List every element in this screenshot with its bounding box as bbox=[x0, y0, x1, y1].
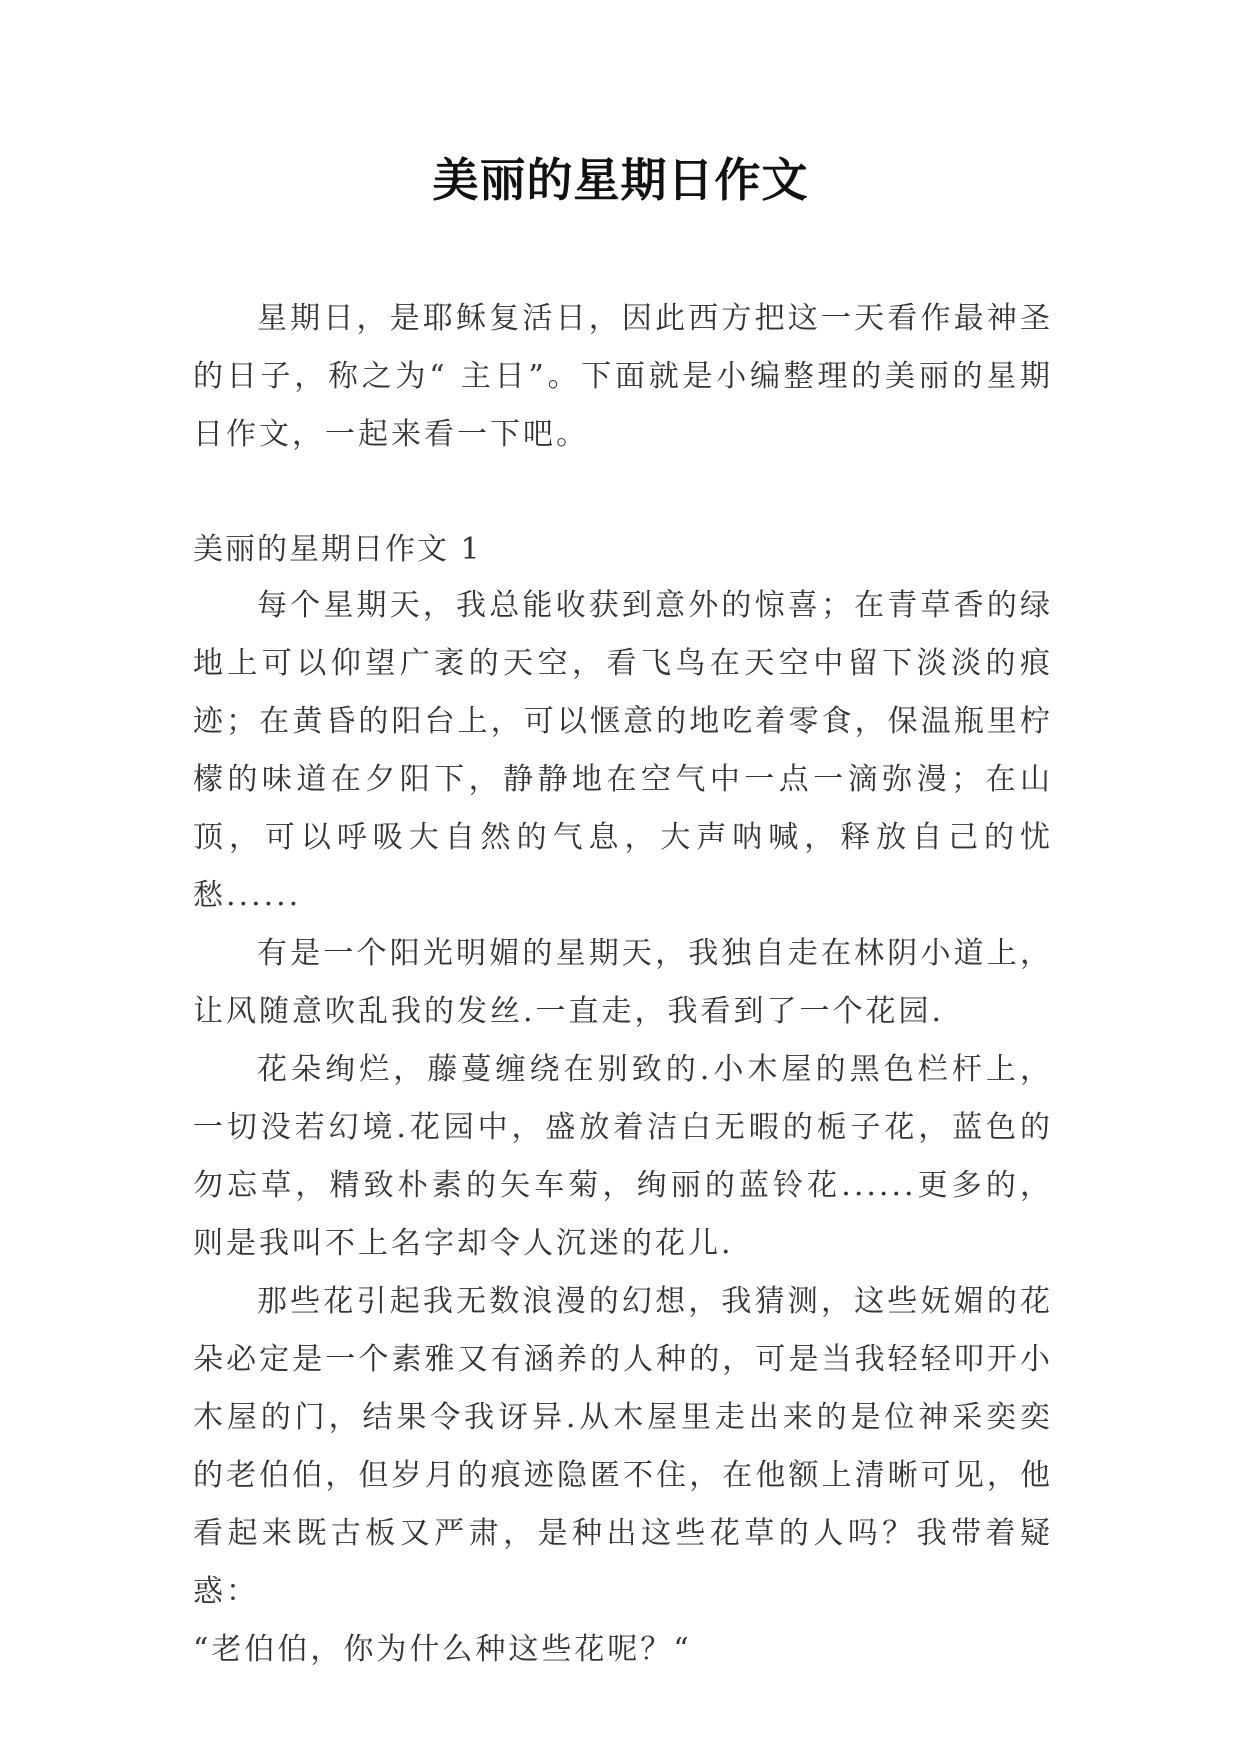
essay-paragraph: 有是一个阳光明媚的星期天，我独自走在林阴小道上，让风随意吹乱我的发丝.一直走，我看到了一个花园. bbox=[193, 936, 1053, 1029]
essay-paragraph: 那些花引起我无数浪漫的幻想，我猜测，这些妩媚的花朵必定是一个素雅又有涵养的人种的，可是当我轻轻叩开小木屋的门，结果令我讶异.从木屋里走出来的是位神采奕奕的老伯伯，但岁月的痕迹隐匿不住，在他额上清晰可见，他看起来既古板又严肃，是种出这些花草的人吗？我带着疑惑： bbox=[193, 1284, 1053, 1609]
essay-paragraph: 每个星期天，我总能收获到意外的惊喜；在青草香的绿地上可以仰望广袤的天空，看飞鸟在天空中留下淡淡的痕迹；在黄昏的阳台上，可以惬意的地吃着零食，保温瓶里柠檬的味道在夕阳下，静静地在空气中一点一滴弥漫；在山顶，可以呼吸大自然的气息，大声呐喊，释放自己的忧愁...... bbox=[193, 588, 1053, 913]
essay-paragraph: 花朵绚烂，藤蔓缠绕在别致的.小木屋的黑色栏杆上，一切没若幻境.花园中，盛放着洁白无暇的栀子花，蓝色的勿忘草，精致朴素的矢车菊，绚丽的蓝铃花......更多的，则是我叫不上名字却令人沉迷的花儿. bbox=[193, 1052, 1053, 1261]
essay-paragraph: “老伯伯，你为什么种这些花呢？“ bbox=[193, 1632, 692, 1667]
section-heading: 美丽的星期日作文 1 bbox=[193, 532, 482, 567]
document-title: 美丽的星期日作文 bbox=[432, 153, 809, 207]
intro-paragraph: 星期日，是耶稣复活日，因此西方把这一天看作最神圣的日子，称之为“ 主日”。下面就是小编整理的美丽的星期日作文，一起来看一下吧。 bbox=[193, 301, 1053, 452]
essay-body bbox=[193, 577, 1053, 1679]
intro-paragraph-block bbox=[193, 290, 1053, 464]
